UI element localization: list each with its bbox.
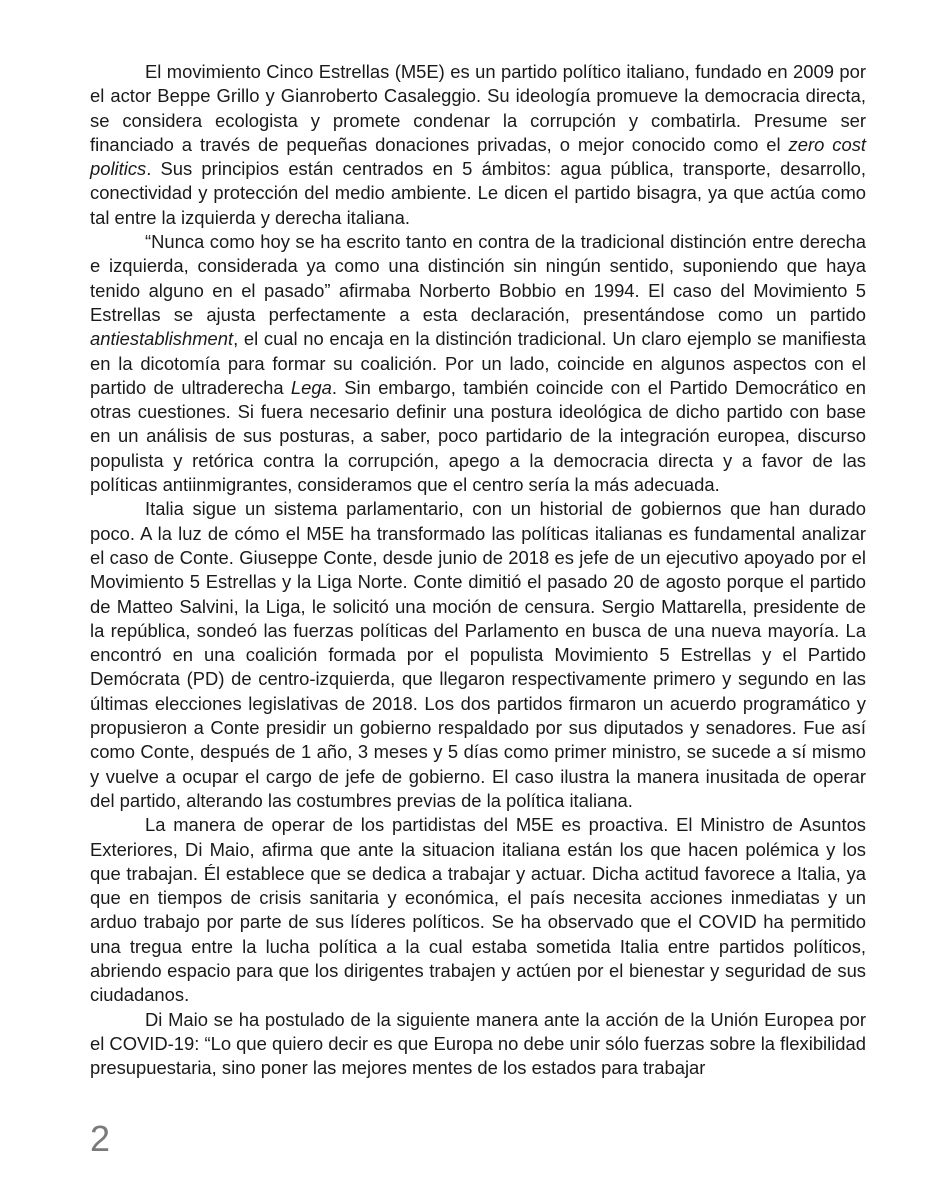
text-run: Italia sigue un sistema parlamentario, con un historial de gobiernos que han durado poco. A la luz de cómo el M5E ha transformado las políticas italianas es fundamental analizar el caso de Conte. Giuseppe Conte, desde junio de 2018 es jefe de un ejecutivo apoyado por el Movimiento 5 Estrellas y la Liga Norte. Conte dimitió el pasado 20 de agosto porque el partido de Matteo Salvini, la Liga, le solicitó una moción de censura. Sergio Mattarella, presidente de la república, sondeó las fuerzas políticas del Parlamento en busca de una nueva mayoría. La encontró en una coalición formada por el populista Movimiento 5 Estrellas y el Partido Demócrata (PD) de centro-izquierda, que llegaron respectivamente primero y segundo en las últimas elecciones legislativas de 2018. Los dos partidos firmaron un acuerdo programático y propusieron a Conte presidir un gobierno respaldado por sus diputados y senadores. Fue así como Conte, después de 1 año, 3 meses y 5 días como primer ministro, se sucede a sí mismo y vuelve a ocupar el cargo de jefe de gobierno. El caso ilustra la manera inusitada de operar del partido, alterando las costumbres previas de la política italiana. <box>90 498 866 811</box>
italic-term: antiestablishment <box>90 328 234 350</box>
paragraph <box>90 230 866 497</box>
text-run: La manera de operar de los partidistas del M5E es proactiva. El Ministro de Asuntos Exteriores, Di Maio, afirma que ante la situacion italiana están los que hacen polémica y los que trabajan. Él establece que se dedica a trabajar y actuar. Dicha actitud favorece a Italia, ya que en tiempos de crisis sanitaria y económica, el país necesita acciones inmediatas y un arduo trabajo por parte de sus líderes políticos. Se ha observado que el COVID ha permitido una tregua entre la lucha política a la cual estaba sometida Italia entre partidos políticos, abriendo espacio para que los dirigentes trabajen y actúen por el bienestar y seguridad de sus ciudadanos. <box>90 814 866 1006</box>
paragraph <box>90 497 866 813</box>
text-run: . Sin embargo, también coincide con el Partido Democrático en otras cuestiones. Si fuera necesario definir una postura ideológica de dicho partido con base en un análisis de sus posturas, a saber, poco partidario de la integración europea, discurso populista y retórica contra la corrupción, apego a la democracia directa y a favor de las políticas antiinmigrantes, consideramos que el centro sería la más adecuada. <box>90 376 866 496</box>
paragraph <box>90 1008 866 1081</box>
text-run: El movimiento Cinco Estrellas (M5E) es un partido político italiano, fundado en 2009 por el actor Beppe Grillo y Gianroberto Casaleggio. Su ideología promueve la democracia directa, se considera ecologista y promete condenar la corrupción y combatirla. Presume ser financiado a través de pequeñas donaciones privadas, o mejor conocido como el <box>90 61 866 155</box>
text-run: . Sus principios están centrados en 5 ámbitos: agua pública, transporte, desarrollo, conectividad y protección del medio ambiente. Le dicen el partido bisagra, ya que actúa como tal entre la izquierda y derecha italiana. <box>90 158 866 228</box>
paragraph <box>90 60 866 230</box>
body-text <box>90 60 866 1080</box>
paragraph <box>90 813 866 1007</box>
italic-term: Lega <box>290 376 332 398</box>
text-run: “Nunca como hoy se ha escrito tanto en contra de la tradicional distinción entre derecha e izquierda, considerada ya como una distinción sin ningún sentido, suponiendo que haya tenido alguno en el pasado” afirmaba Norberto Bobbio en 1994. El caso del Movimiento 5 Estrellas se ajusta perfectamente a esta declaración, presentándose como un partido <box>90 231 866 325</box>
text-run: Di Maio se ha postulado de la siguiente manera ante la acción de la Unión Europea por el COVID-19: “Lo que quiero decir es que Europa no debe unir sólo fuerzas sobre la flexibilidad presupuestaria, sino poner las mejores mentes de los estados para trabajar <box>90 1008 866 1079</box>
page-number: 2 <box>90 1118 111 1159</box>
italic-term: zero cost politics <box>90 133 866 180</box>
text-run: , el cual no encaja en la distinción tradicional. Un claro ejemplo se manifiesta en la dicotomía para formar su coalición. Por un lado, coincide en algunos aspectos con el partido de ultraderecha <box>90 328 866 398</box>
